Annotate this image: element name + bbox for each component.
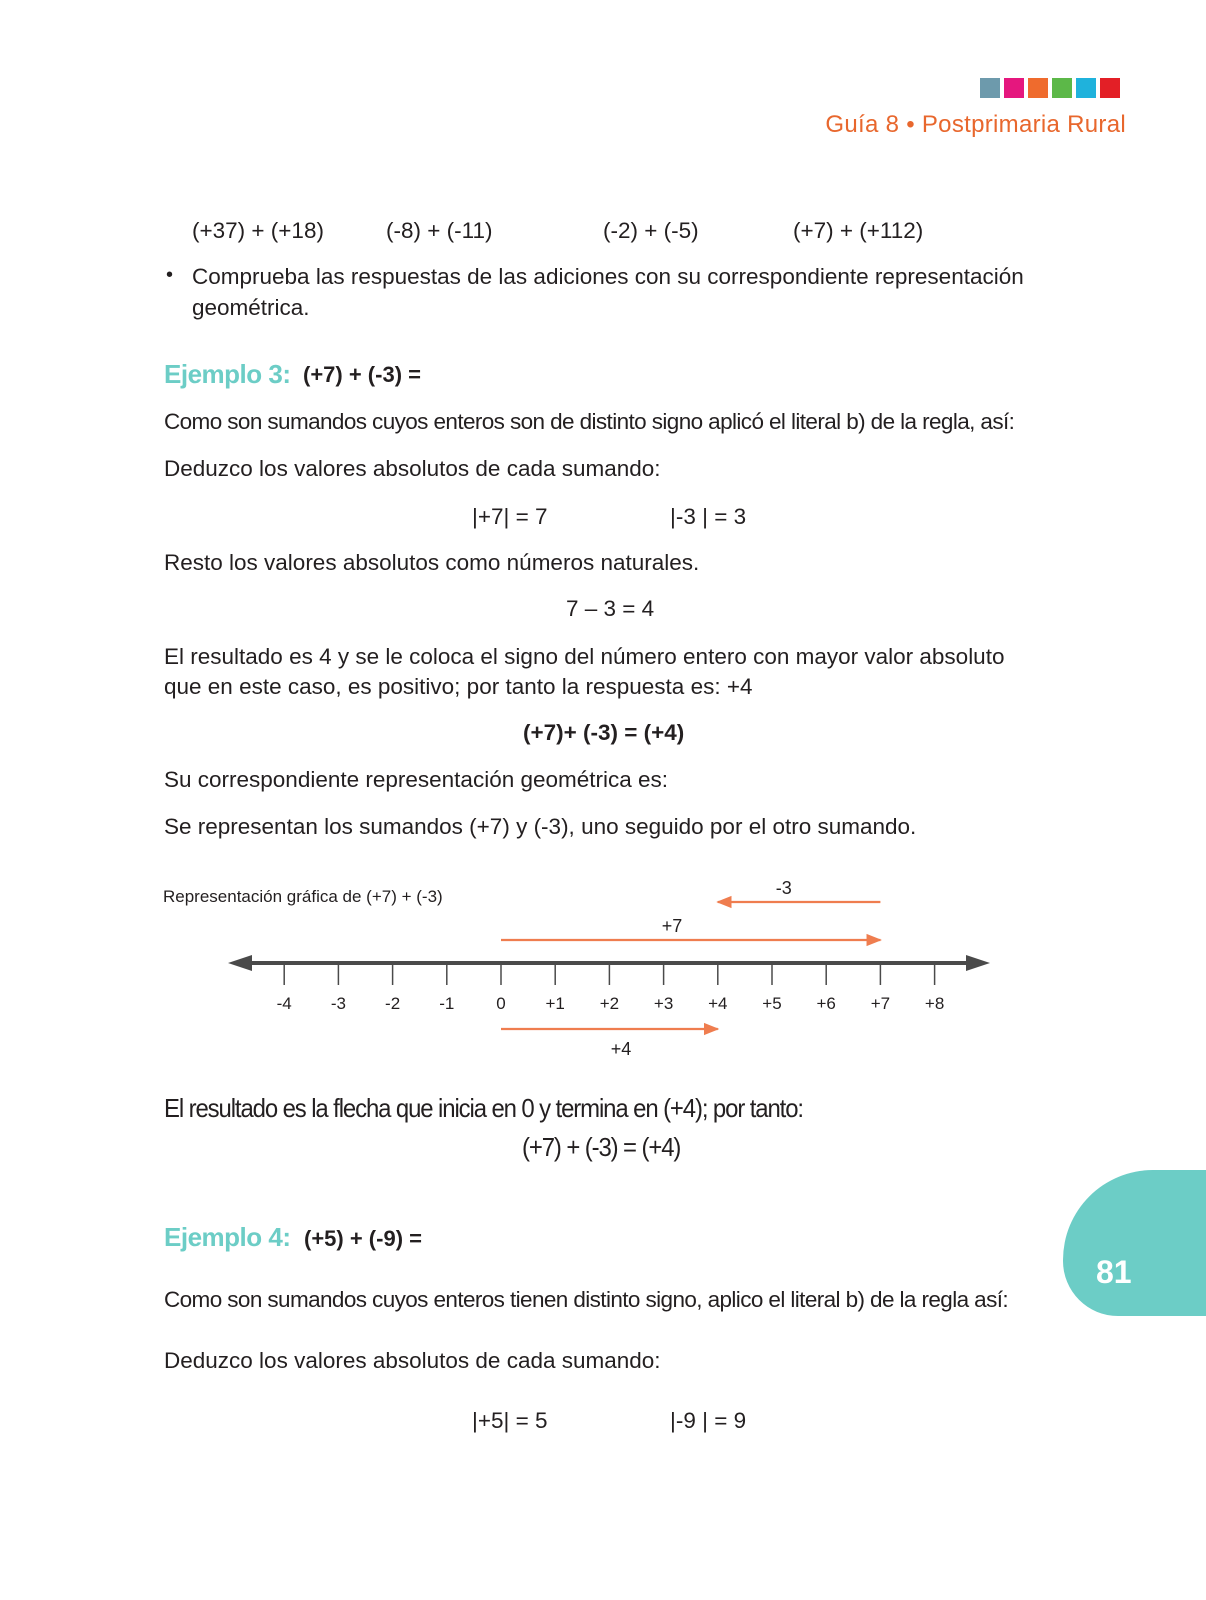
example3-paragraph-4-line1: El resultado es 4 y se le coloca el signo del número entero con mayor valor absoluto	[164, 644, 1005, 669]
color-square	[1100, 78, 1120, 98]
tick-label: -3	[330, 994, 346, 1013]
page-number: 81	[1096, 1254, 1132, 1290]
example4-title: Ejemplo 4:	[164, 1222, 291, 1252]
example3-calculation: 7 – 3 = 4	[566, 596, 655, 621]
tick-label: -2	[385, 994, 401, 1013]
example4-paragraph-1: Como son sumandos cuyos enteros tienen distinto signo, aplico el literal b) de la regla así:	[164, 1287, 1009, 1312]
axis-arrow-left	[228, 955, 252, 971]
tick-label: -1	[439, 994, 455, 1013]
color-square	[1028, 78, 1048, 98]
example3-title: Ejemplo 3:	[164, 359, 291, 389]
example3-paragraph-4-line2: que en este caso, es positivo; por tanto la respuesta es: +4	[164, 674, 753, 699]
example3-paragraph-6: Se representan los sumandos (+7) y (-3), uno seguido por el otro sumando.	[164, 814, 917, 839]
arrow-label: -3	[775, 878, 792, 898]
bullet-text-line1: Comprueba las respuestas de las adiciones con su correspondiente representación	[192, 264, 1024, 289]
tick-label: +7	[870, 994, 891, 1013]
color-square	[1076, 78, 1096, 98]
header-color-squares	[980, 78, 1120, 98]
tick-label: +1	[545, 994, 565, 1013]
exercise-4: (+7) + (+112)	[793, 218, 924, 243]
page-number-tab	[1063, 1170, 1206, 1316]
tick-label: -4	[276, 994, 292, 1013]
example4-expression: (+5) + (-9) =	[304, 1226, 422, 1251]
example3-paragraph-3: Resto los valores absolutos como números naturales.	[164, 550, 700, 575]
chart-title: Representación gráfica de (+7) + (-3)	[163, 887, 443, 906]
header-title: Guía 8 • Postprimaria Rural	[825, 111, 1126, 138]
example3-abs-value-1: |+7| = 7	[472, 504, 548, 529]
exercise-3: (-2) + (-5)	[603, 218, 699, 243]
bullet-text-line2: geométrica.	[192, 295, 310, 320]
color-square	[1004, 78, 1024, 98]
example3-abs-value-2: |-3 | = 3	[670, 504, 747, 529]
example3-conclusion-line1: El resultado es la flecha que inicia en 0 y termina en (+4); por tanto:	[164, 1093, 803, 1123]
arrow-label: +4	[610, 1039, 632, 1059]
axis-arrow-right	[966, 955, 990, 971]
tick-label: +5	[762, 994, 782, 1013]
example3-conclusion-line2: (+7) + (-3) = (+4)	[522, 1132, 681, 1162]
example3-result: (+7)+ (-3) = (+4)	[523, 720, 685, 745]
example3-expression: (+7) + (-3) =	[303, 362, 421, 387]
number-line-chart	[0, 860, 1206, 1070]
example3-paragraph-2: Deduzco los valores absolutos de cada sumando:	[164, 456, 661, 481]
tick-label: 0	[496, 994, 506, 1013]
example3-paragraph-1: Como son sumandos cuyos enteros son de distinto signo aplicó el literal b) de la regla, así:	[164, 409, 1015, 434]
bullet-icon: •	[166, 264, 174, 286]
exercise-1: (+37) + (+18)	[192, 218, 324, 243]
tick-label: +6	[816, 994, 836, 1013]
example4-abs-value-1: |+5| = 5	[472, 1408, 548, 1433]
tick-label: +2	[599, 994, 620, 1013]
tick-label: +4	[708, 994, 728, 1013]
arrow-label: +7	[661, 916, 683, 936]
example4-paragraph-2: Deduzco los valores absolutos de cada sumando:	[164, 1348, 661, 1373]
example3-paragraph-5: Su correspondiente representación geométrica es:	[164, 767, 669, 792]
tick-label: +3	[653, 994, 674, 1013]
tick-label: +8	[924, 994, 945, 1013]
example4-abs-value-2: |-9 | = 9	[670, 1408, 747, 1433]
exercise-2: (-8) + (-11)	[386, 218, 493, 243]
color-square	[1052, 78, 1072, 98]
color-square	[980, 78, 1000, 98]
